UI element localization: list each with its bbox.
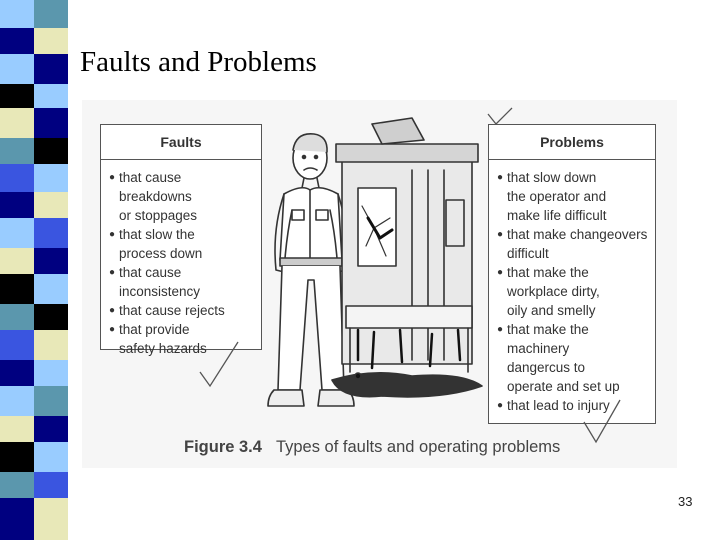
- list-item: ● that cause breakdowns or stoppages: [109, 170, 198, 223]
- stripe-block: [34, 304, 68, 330]
- problems-heading: Problems: [489, 125, 655, 160]
- stripe-block: [34, 248, 68, 274]
- decorative-stripe: [0, 0, 68, 540]
- stripe-block: [34, 0, 68, 28]
- list-item: ● that make changeovers difficult: [497, 227, 648, 261]
- stripe-block: [0, 360, 34, 386]
- stripe-block: [34, 28, 68, 54]
- stripe-block: [0, 0, 34, 28]
- stripe-block: [0, 472, 34, 498]
- list-item: ● that make the machinery dangercus to operate and set up: [497, 322, 620, 394]
- checkmark-icon: [580, 396, 624, 446]
- stripe-block: [34, 54, 68, 84]
- faults-list: [101, 160, 261, 358]
- stripe-block: [0, 416, 34, 442]
- stripe-block: [34, 498, 68, 540]
- stripe-block: [0, 218, 34, 248]
- slide-title: Faults and Problems: [80, 46, 317, 78]
- list-item: ● that slow down the operator and make life difficult: [497, 170, 607, 223]
- list-item: ● that cause inconsistency: [109, 265, 201, 299]
- stripe-block: [34, 108, 68, 138]
- stripe-block: [0, 442, 34, 472]
- stripe-block: [34, 386, 68, 416]
- stripe-block: [0, 274, 34, 304]
- stripe-block: [34, 192, 68, 218]
- problems-box: [488, 124, 656, 424]
- figure-caption-text: Types of faults and operating problems: [275, 438, 561, 456]
- stripe-block: [0, 304, 34, 330]
- list-item: ● that slow the process down: [109, 227, 203, 261]
- stripe-block: [34, 360, 68, 386]
- stripe-block: [0, 386, 34, 416]
- stripe-block: [0, 330, 34, 360]
- stripe-block: [34, 274, 68, 304]
- checkmark-icon: [198, 340, 242, 390]
- stripe-block: [0, 164, 34, 192]
- figure-number: Figure 3.4: [184, 438, 262, 456]
- stripe-block: [0, 108, 34, 138]
- stripe-block: [0, 84, 34, 108]
- stripe-block: [34, 138, 68, 164]
- page-number: 33: [678, 494, 693, 509]
- stripe-block: [34, 330, 68, 360]
- figure-caption: [184, 438, 560, 457]
- faults-heading: Faults: [101, 125, 261, 160]
- list-item: ● that provide safety hazards: [109, 322, 207, 356]
- stripe-block: [0, 138, 34, 164]
- worker-and-machine-illustration: [262, 110, 488, 420]
- stripe-block: [34, 416, 68, 442]
- checkmark-icon: [486, 106, 514, 128]
- stripe-block: [34, 472, 68, 498]
- stripe-block: [34, 164, 68, 192]
- stripe-block: [34, 84, 68, 108]
- stripe-block: [34, 218, 68, 248]
- list-item: ● that cause rejects: [109, 303, 225, 318]
- stripe-block: [0, 54, 34, 84]
- faults-box: [100, 124, 262, 356]
- problems-list: [489, 160, 655, 415]
- stripe-block: [0, 28, 34, 54]
- stripe-block: [0, 248, 34, 274]
- stripe-block: [0, 192, 34, 218]
- stripe-block: [34, 442, 68, 472]
- list-item: ● that lead to injury: [497, 398, 610, 413]
- list-item: ● that make the workplace dirty, oily and smelly: [497, 265, 600, 318]
- stripe-block: [0, 498, 34, 540]
